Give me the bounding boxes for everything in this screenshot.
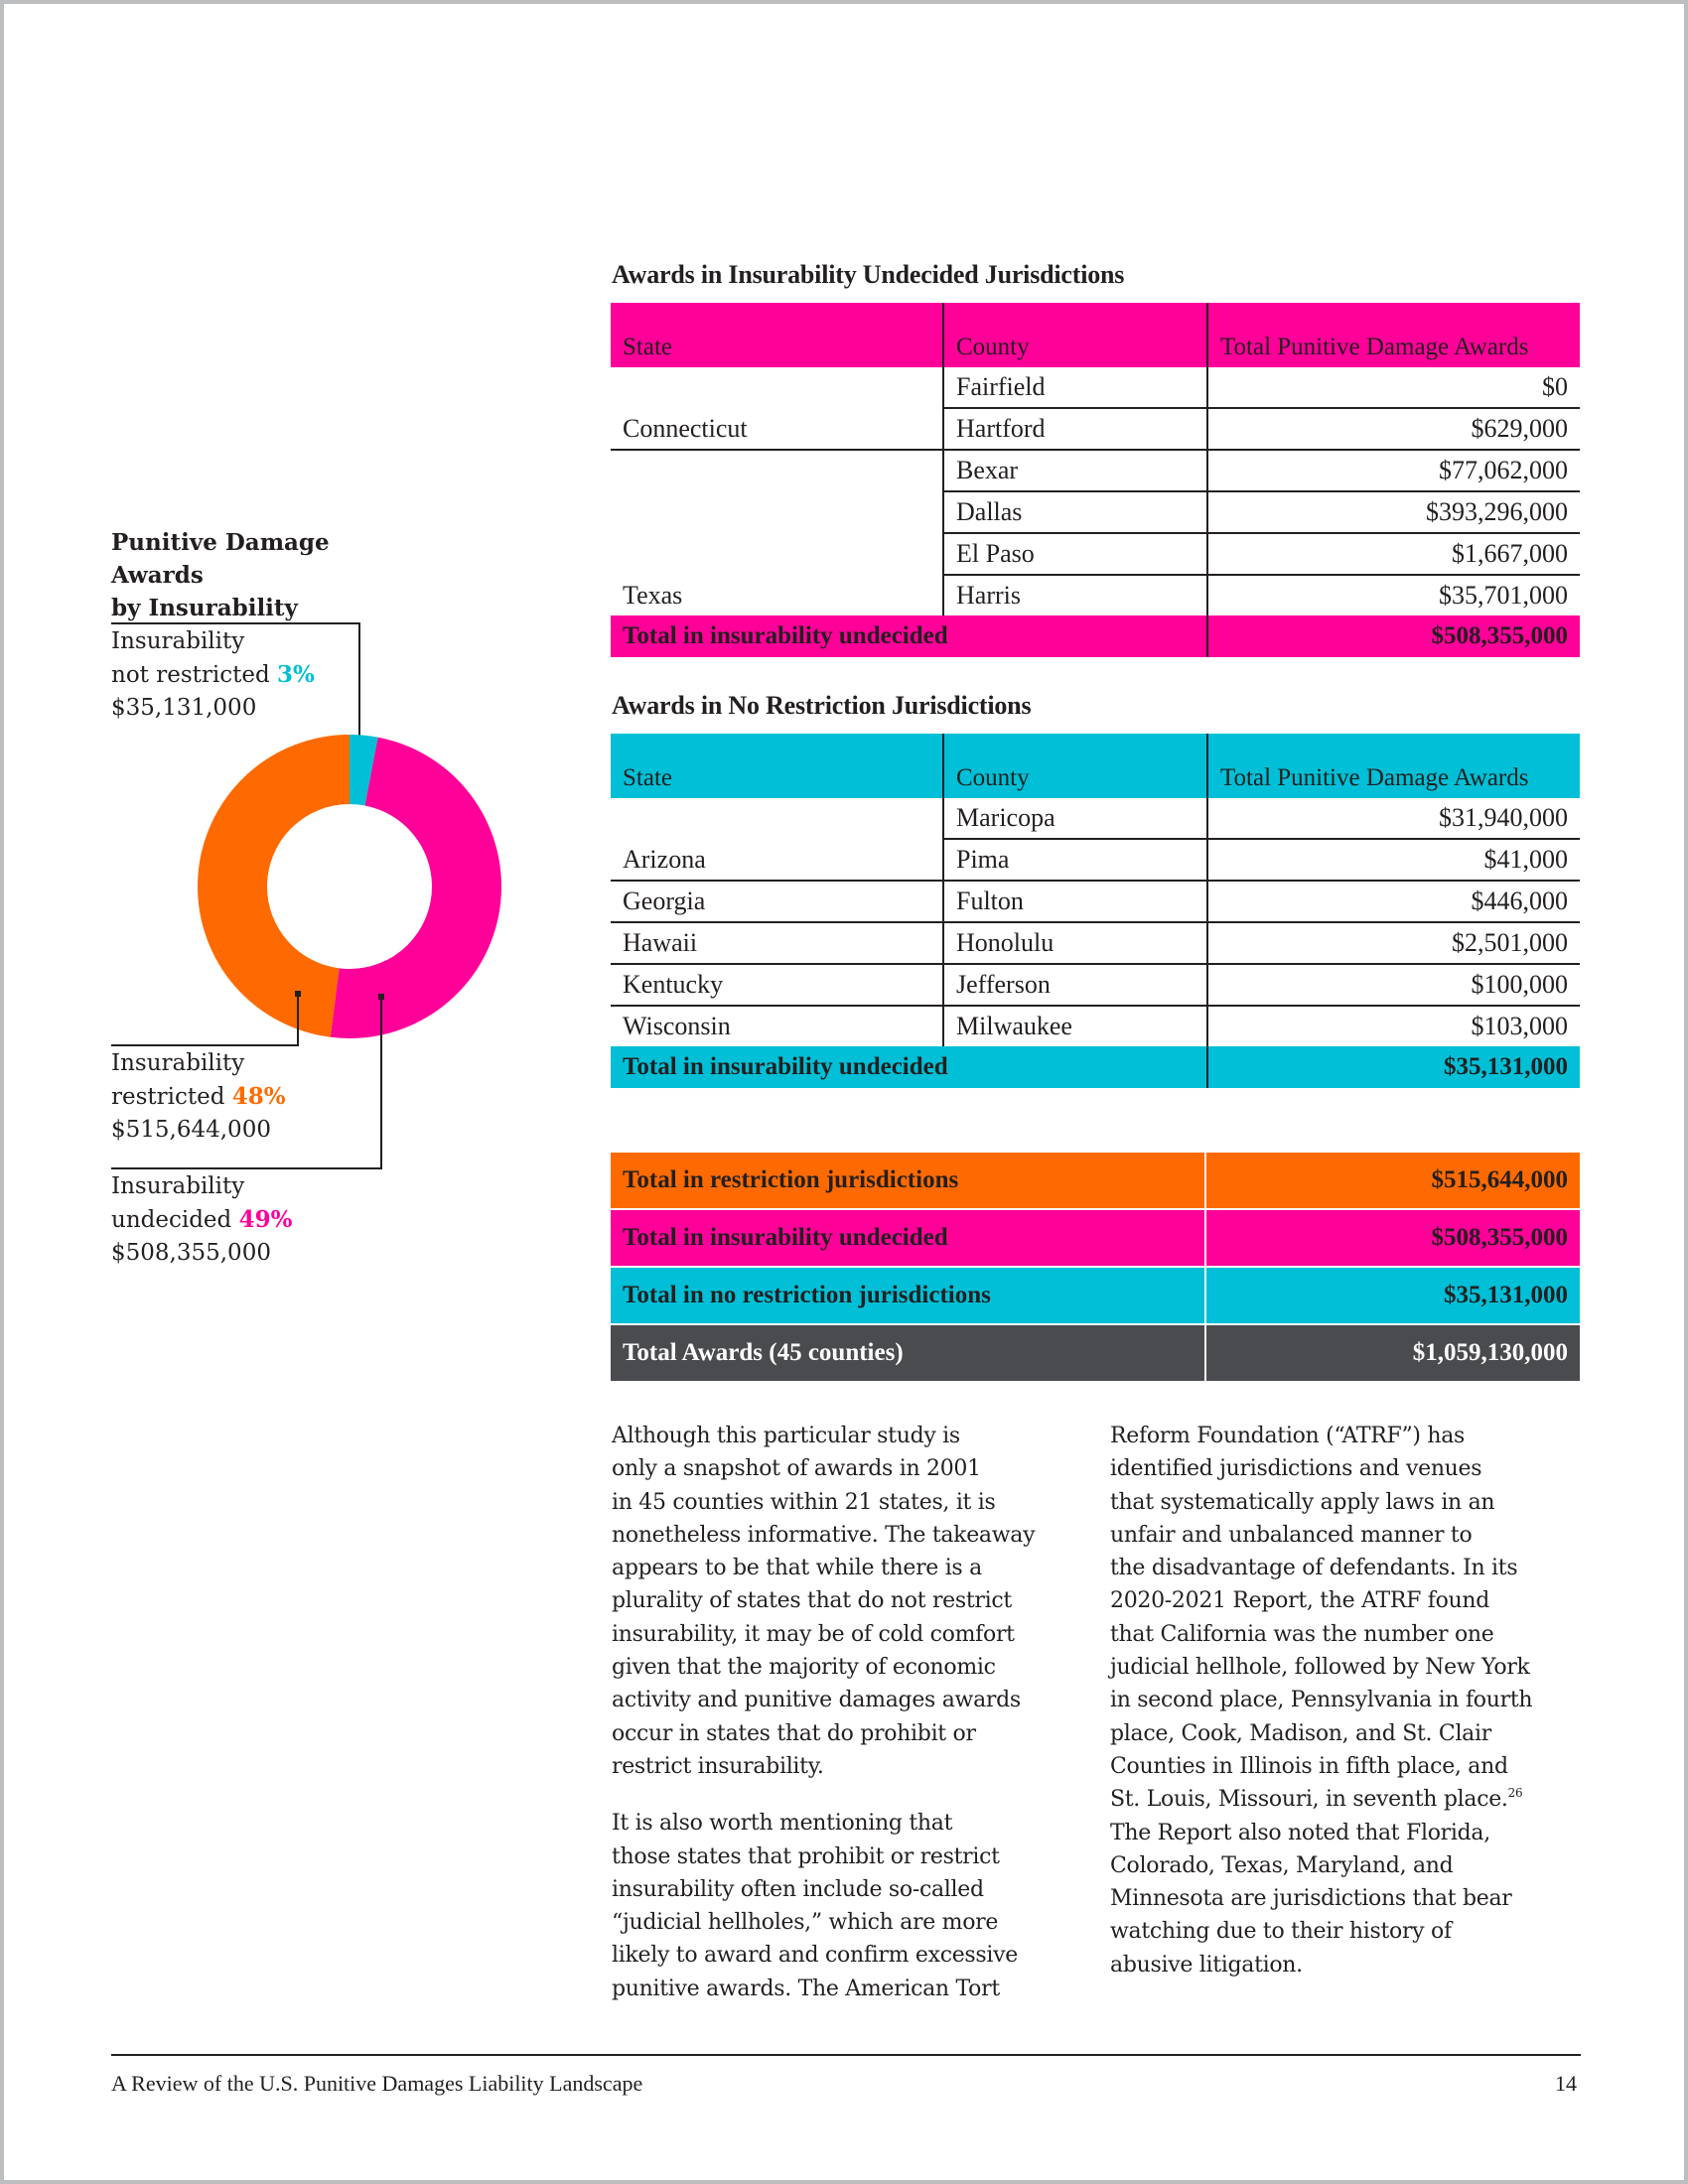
legend-label: Insurability (111, 1173, 245, 1199)
table-header-row (611, 734, 1580, 798)
header-county: County (943, 734, 1207, 798)
text-line: St. Louis, Missouri, in seventh place. (1110, 1787, 1508, 1813)
paragraph (612, 1807, 1035, 2005)
table-row (611, 575, 1580, 615)
donut-chart (194, 731, 505, 1042)
leader-line (111, 1044, 299, 1046)
text-line: unfair and unbalanced manner to (1110, 1522, 1473, 1548)
legend-label-line2 (111, 1080, 286, 1114)
legend-label: Insurability (111, 628, 245, 654)
cell-county: Fulton (943, 881, 1207, 922)
table-row (611, 450, 1580, 491)
text-line: the disadvantage of defendants. In its (1110, 1556, 1518, 1581)
table-row (611, 533, 1580, 575)
cell-state: Texas (623, 580, 683, 610)
footer-divider (111, 2054, 1581, 2056)
cell-amount: $446,000 (1207, 881, 1580, 922)
text-line: appears to be that while there is a (612, 1556, 982, 1581)
cell-amount: $393,296,000 (1207, 491, 1580, 533)
table-row (611, 408, 1580, 450)
total-label: Total in insurability undecided (623, 622, 948, 649)
text-line: insurability, it may be of cold comfort (612, 1621, 1015, 1647)
summary-row-undecided (611, 1210, 1580, 1266)
text-line: Counties in Illinois in fifth place, and (1110, 1753, 1508, 1779)
header-total-awards: Total Punitive Damage Awards (1207, 734, 1580, 798)
summary-totals (611, 1153, 1580, 1383)
total-value: $508,355,000 (1207, 615, 1580, 657)
cell-amount: $629,000 (1207, 408, 1580, 450)
legend-label: restricted (111, 1084, 225, 1110)
cell-amount: $0 (1207, 367, 1580, 408)
text-line: in second place, Pennsylvania in fourth (1110, 1688, 1533, 1713)
text-line: restrict insurability. (612, 1753, 824, 1779)
cell-state: Kentucky (611, 964, 943, 1006)
summary-row-restricted (611, 1153, 1580, 1208)
cell-county: Maricopa (943, 798, 1207, 839)
table-row (611, 798, 1580, 839)
table-row (611, 1006, 1580, 1046)
text-line: likely to award and confirm excessive (612, 1943, 1018, 1969)
summary-label: Total in restriction jurisdictions (611, 1153, 1204, 1208)
legend-undecided (111, 1170, 292, 1270)
table-row (611, 491, 1580, 533)
text-line: those states that prohibit or restrict (612, 1843, 1000, 1869)
cell-state: Georgia (611, 881, 943, 922)
table-row (611, 964, 1580, 1006)
legend-amount: $35,131,000 (111, 695, 257, 721)
cell-county: Hartford (943, 408, 1207, 450)
leader-line (380, 996, 382, 1169)
table-total-row (611, 615, 1580, 657)
cell-state (611, 491, 943, 533)
header-total-awards: Total Punitive Damage Awards (1207, 303, 1580, 367)
table-row (611, 881, 1580, 922)
cell-county: Jefferson (943, 964, 1207, 1006)
text-line: Reform Foundation (“ATRF”) has (1110, 1424, 1466, 1448)
paragraph (1110, 1420, 1532, 1981)
summary-label: Total Awards (45 counties) (611, 1325, 1204, 1381)
cell-state: Hawaii (611, 922, 943, 964)
summary-label: Total in insurability undecided (611, 1210, 1204, 1266)
cell-county: El Paso (943, 533, 1207, 575)
text-line: Colorado, Texas, Maryland, and (1110, 1852, 1454, 1878)
table-header-row (611, 303, 1580, 367)
table-row (611, 922, 1580, 964)
text-line: watching due to their history of (1110, 1919, 1452, 1945)
legend-label: undecided (111, 1207, 232, 1233)
legend-label-line2 (111, 1203, 292, 1237)
header-state: State (623, 334, 672, 360)
cell-state: Arizona (611, 839, 943, 881)
document-page (4, 4, 1684, 2180)
cell-county: Fairfield (943, 367, 1207, 408)
text-line: “judicial hellholes,” which are more (612, 1910, 999, 1936)
cell-county: Dallas (943, 491, 1207, 533)
text-line: The Report also noted that Florida, (1110, 1820, 1490, 1845)
text-line: plurality of states that do not restrict (612, 1588, 1012, 1614)
page-number: 14 (1555, 2071, 1577, 2096)
no-restriction-table (611, 734, 1580, 1088)
body-column-2 (1110, 1420, 1532, 2005)
cell-amount: $2,501,000 (1207, 922, 1580, 964)
table-row (611, 839, 1580, 881)
cell-state (611, 533, 943, 575)
cell-county: Pima (943, 839, 1207, 881)
text-line: given that the majority of economic (612, 1655, 996, 1681)
table-row (611, 367, 1580, 408)
text-line: identified jurisdictions and venues (1110, 1456, 1482, 1482)
cell-amount: $35,701,000 (1207, 575, 1580, 615)
cell-state: Wisconsin (623, 1012, 731, 1040)
text-line: Although this particular study is (612, 1424, 960, 1448)
leader-line (111, 1167, 382, 1169)
header-county: County (943, 303, 1207, 367)
text-line: abusive litigation. (1110, 1952, 1303, 1978)
legend-label: Insurability (111, 1050, 245, 1076)
text-line: only a snapshot of awards in 2001 (612, 1456, 981, 1482)
summary-row-no-restriction (611, 1268, 1580, 1323)
footer-title: A Review of the U.S. Punitive Damages Liability Landscape (111, 2071, 643, 2096)
legend-percent: 48% (231, 1083, 286, 1110)
header-state: State (623, 764, 672, 791)
summary-value: $1,059,130,000 (1206, 1325, 1580, 1381)
cell-state (611, 450, 943, 491)
legend-percent: 49% (238, 1206, 293, 1233)
cell-amount: $103,000 (1207, 1006, 1580, 1046)
leader-line (297, 993, 299, 1046)
text-line: Minnesota are jurisdictions that bear (1110, 1886, 1512, 1912)
undecided-table (611, 303, 1580, 657)
text-line: that California was the number one (1110, 1621, 1494, 1647)
summary-value: $35,131,000 (1206, 1268, 1580, 1323)
text-line: activity and punitive damages awards (612, 1688, 1021, 1713)
undecided-table-title: Awards in Insurability Undecided Jurisdictions (612, 260, 1125, 289)
cell-amount: $41,000 (1207, 839, 1580, 881)
cell-amount: $100,000 (1207, 964, 1580, 1006)
legend-restricted (111, 1047, 286, 1147)
summary-label: Total in no restriction jurisdictions (611, 1268, 1204, 1323)
cell-county: Honolulu (943, 922, 1207, 964)
text-line: It is also worth mentioning that (612, 1811, 953, 1837)
cell-amount: $77,062,000 (1207, 450, 1580, 491)
cell-amount: $31,940,000 (1207, 798, 1580, 839)
table-total-row (611, 1046, 1580, 1088)
text-line: that systematically apply laws in an (1110, 1489, 1495, 1515)
text-line: occur in states that do prohibit or (612, 1720, 976, 1746)
total-value: $35,131,000 (1207, 1046, 1580, 1088)
total-label: Total in insurability undecided (623, 1053, 948, 1080)
cell-county: Milwaukee (943, 1006, 1207, 1046)
body-column-1 (612, 1420, 1035, 2029)
legend-label: not restricted (111, 662, 270, 688)
legend-amount: $515,644,000 (111, 1117, 271, 1143)
text-line: punitive awards. The American Tort (612, 1976, 1000, 2001)
text-line-with-footnote (1110, 1783, 1532, 1816)
chart-title (111, 526, 429, 624)
text-line: nonetheless informative. The takeaway (612, 1522, 1036, 1548)
footnote-ref[interactable]: 26 (1507, 1786, 1523, 1801)
legend-amount: $508,355,000 (111, 1240, 271, 1266)
text-line: place, Cook, Madison, and St. Clair (1110, 1720, 1491, 1746)
cell-amount: $1,667,000 (1207, 533, 1580, 575)
chart-title-line1: Punitive Damage Awards (111, 529, 330, 589)
text-line: 2020-2021 Report, the ATRF found (1110, 1588, 1490, 1614)
cell-state (611, 367, 943, 408)
chart-title-line2: by Insurability (111, 595, 298, 621)
no-restriction-table-title: Awards in No Restriction Jurisdictions (612, 691, 1032, 720)
summary-value: $508,355,000 (1206, 1210, 1580, 1266)
paragraph (612, 1420, 1035, 1783)
legend-label-line2 (111, 658, 315, 692)
cell-county: Bexar (943, 450, 1207, 491)
cell-state (611, 798, 943, 839)
leader-line (111, 622, 360, 624)
legend-percent: 3% (277, 661, 315, 688)
text-line: in 45 counties within 21 states, it is (612, 1489, 996, 1515)
cell-county: Harris (943, 575, 1207, 615)
text-line: insurability often include so-called (612, 1876, 984, 1902)
summary-row-grand-total (611, 1325, 1580, 1381)
summary-value: $515,644,000 (1206, 1153, 1580, 1208)
cell-state: Connecticut (611, 408, 943, 450)
legend-not-restricted (111, 625, 315, 725)
text-line: judicial hellhole, followed by New York (1110, 1655, 1530, 1681)
